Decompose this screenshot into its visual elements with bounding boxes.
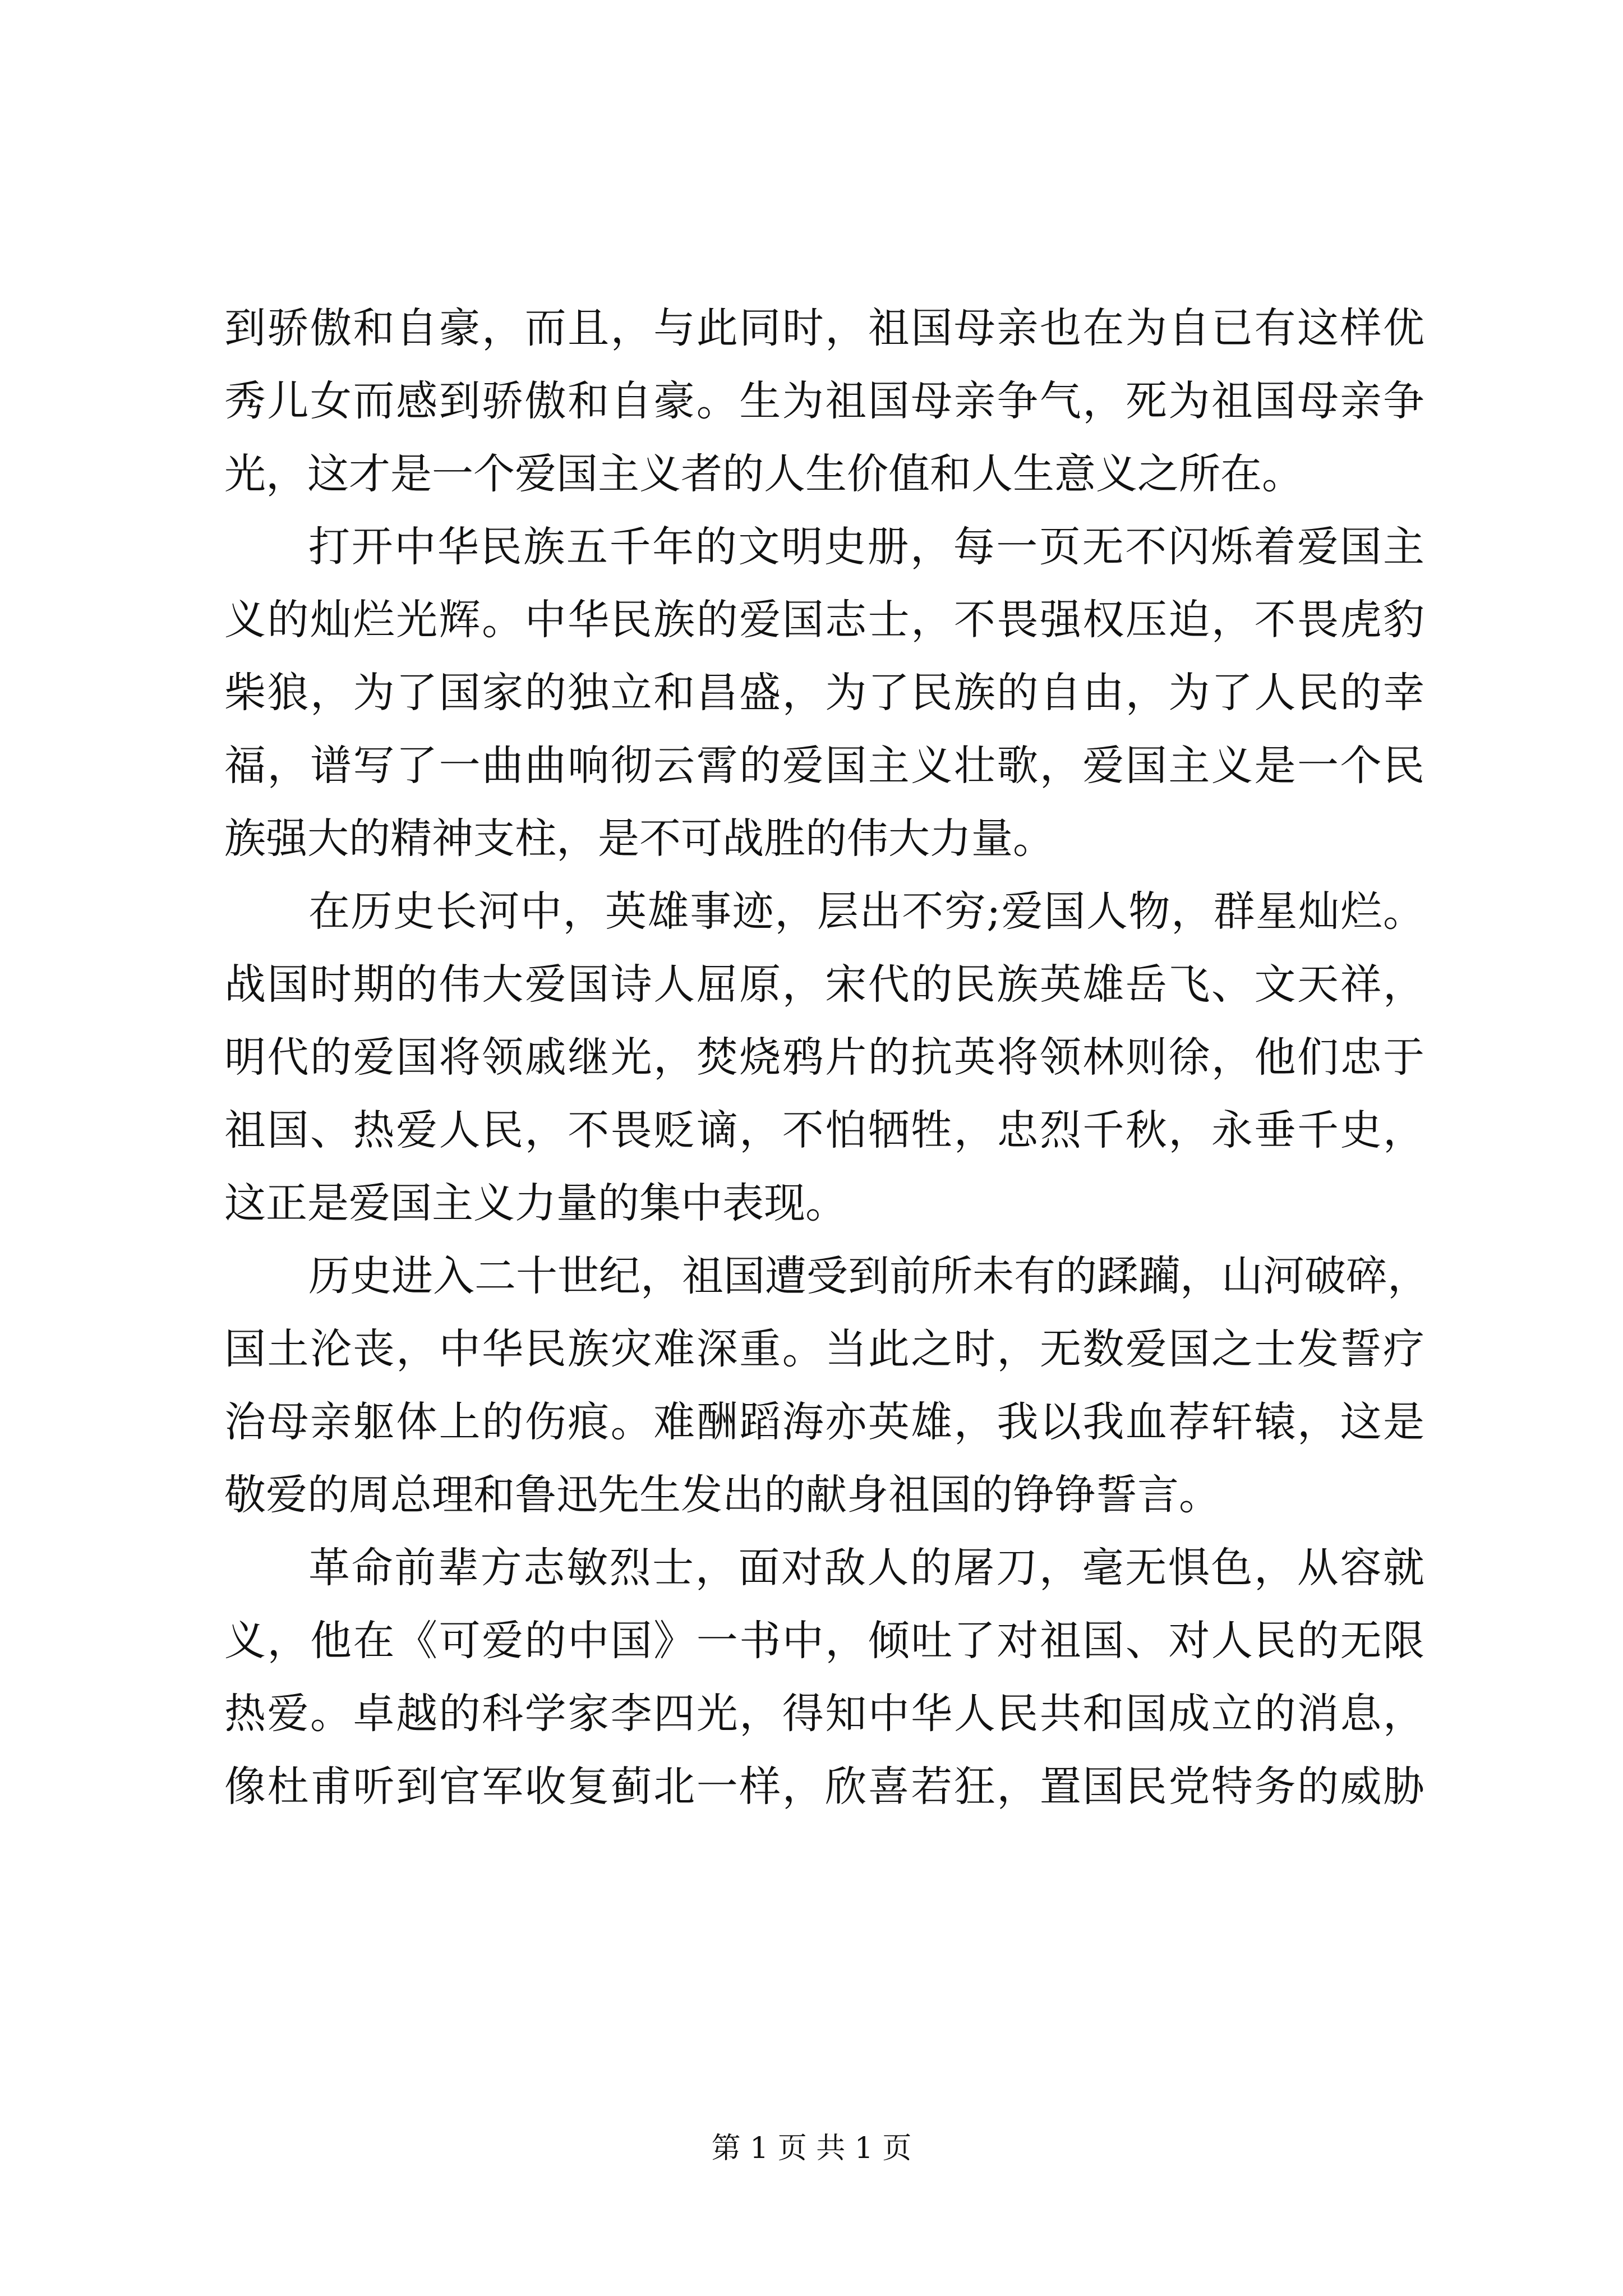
paragraph-first-line: 革命前辈方志敏烈士，面对敌人的屠刀，毫无惧色，从容就 xyxy=(308,1544,1424,1592)
text-line: 福，谱写了一曲曲响彻云霄的爱国主义壮歌，爱国主义是一个民 xyxy=(224,742,1424,790)
text-line: 战国时期的伟大爱国诗人屈原，宋代的民族英雄岳飞、文天祥， xyxy=(224,960,1424,1009)
text-line: 光，这才是一个爱国主义者的人生价值和人生意义之所在。 xyxy=(224,450,1303,498)
paragraph-first-line: 在历史长河中，英雄事迹，层出不穷;爱国人物，群星灿烂。 xyxy=(308,887,1424,936)
text-line: 义，他在《可爱的中国》一书中，倾吐了对祖国、对人民的无限 xyxy=(224,1617,1424,1665)
text-line: 敬爱的周总理和鲁迅先生发出的献身祖国的铮铮誓言。 xyxy=(224,1471,1220,1519)
text-line: 明代的爱国将领戚继光，焚烧鸦片的抗英将领林则徐，他们忠于 xyxy=(224,1033,1424,1082)
text-line: 国土沦丧，中华民族灾难深重。当此之时，无数爱国之士发誓疗 xyxy=(224,1325,1424,1373)
paragraph-first-line: 打开中华民族五千年的文明史册，每一页无不闪烁着爱国主 xyxy=(308,523,1424,571)
text-line: 祖国、热爱人民，不畏贬谪，不怕牺牲，忠烈千秋，永垂千史， xyxy=(224,1106,1424,1154)
text-line: 像杜甫听到官军收复蓟北一样，欣喜若狂，置国民党特务的威胁 xyxy=(224,1763,1424,1811)
paragraph-first-line: 历史进入二十世纪，祖国遭受到前所未有的蹂躏，山河破碎， xyxy=(308,1252,1429,1300)
text-line: 这正是爱国主义力量的集中表现。 xyxy=(224,1179,847,1227)
page-footer: 第 1 页 共 1 页 xyxy=(711,2132,912,2165)
text-line: 治母亲躯体上的伤痕。难酬蹈海亦英雄，我以我血荐轩辕，这是 xyxy=(224,1398,1424,1446)
text-line: 柴狼，为了国家的独立和昌盛，为了民族的自由，为了人民的幸 xyxy=(224,669,1424,717)
document-body xyxy=(224,292,1429,1823)
text-line: 族强大的精神支柱，是不可战胜的伟大力量。 xyxy=(224,815,1054,863)
text-line: 义的灿烂光辉。中华民族的爱国志士，不畏强权压迫，不畏虎豹 xyxy=(224,596,1424,644)
text-line: 热爱。卓越的科学家李四光，得知中华人民共和国成立的消息， xyxy=(224,1690,1424,1738)
text-line: 秀儿女而感到骄傲和自豪。生为祖国母亲争气，死为祖国母亲争 xyxy=(224,377,1424,425)
text-line: 到骄傲和自豪，而且，与此同时，祖国母亲也在为自已有这样优 xyxy=(224,304,1424,352)
